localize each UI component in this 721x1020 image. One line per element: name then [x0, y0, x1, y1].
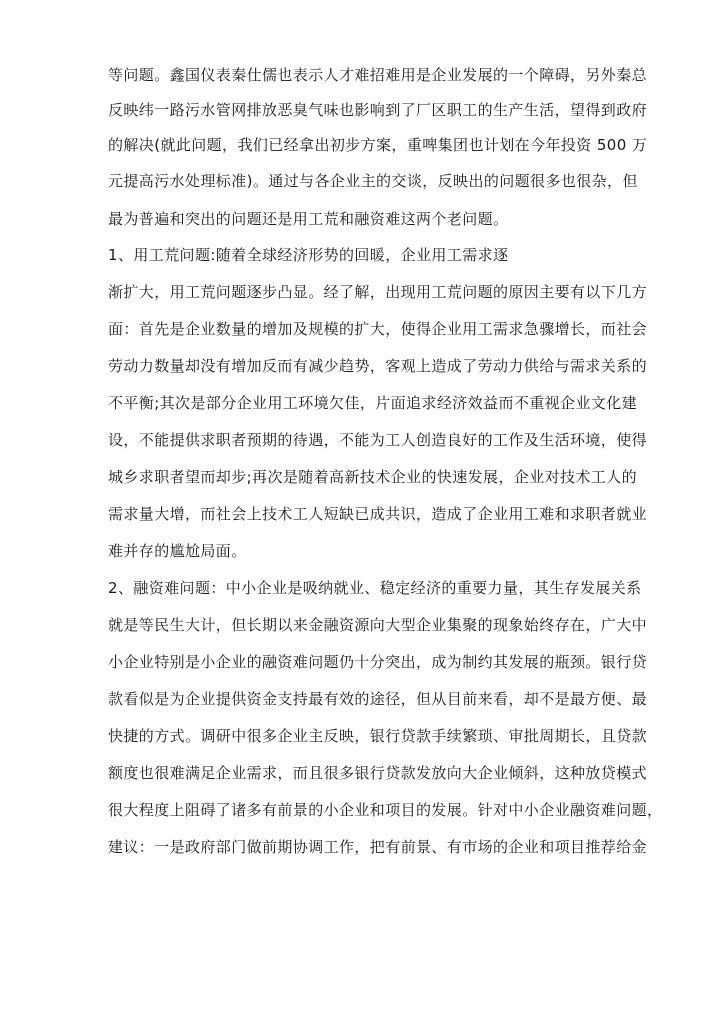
text-line: 反映纬一路污水管网排放恶臭气味也影响到了厂区职工的生产生活，望得到政府	[108, 101, 648, 119]
text-line: 最为普遍和突出的问题还是用工荒和融资难这两个老问题。	[108, 210, 509, 228]
text-line: 小企业特别是小企业的融资难问题仍十分突出，成为制约其发展的瓶颈。银行贷	[108, 653, 648, 671]
text-line: 等问题。鑫国仪表秦仕儒也表示人才难招难用是企业发展的一个障碍，另外秦总	[108, 66, 648, 84]
text-line: 难并存的尴尬局面。	[108, 542, 247, 560]
text-line: 不平衡;其次是部分企业用工环境欠佳，片面追求经济效益而不重视企业文化建	[108, 394, 638, 412]
text-line: 劳动力数量却没有增加反而有减少趋势，客观上造成了劳动力供给与需求关系的	[108, 357, 648, 375]
text-line: 很大程度上阻碍了诸多有前景的小企业和项目的发展。针对中小企业融资难问题，	[108, 801, 663, 819]
text-line: 的解决(就此问题，我们已经拿出初步方案，重啤集团也计划在今年投资 500 万	[108, 136, 648, 154]
text-line: 需求量大增，而社会上技术工人短缺已成共识，造成了企业用工难和求职者就业	[108, 505, 648, 523]
text-line: 城乡求职者望而却步;再次是随着高新技术企业的快速发展，企业对技术工人的	[108, 468, 638, 486]
text-line: 额度也很难满足企业需求，而且很多银行贷款发放向大企业倾斜，这种放贷模式	[108, 764, 648, 782]
text-line: 快捷的方式。调研中很多企业主反映，银行贷款手续繁琐、审批周期长，且贷款	[108, 727, 648, 745]
text-line: 元提高污水处理标准)。通过与各企业主的交谈，反映出的问题很多也很杂，但	[108, 172, 638, 190]
text-line: 面：首先是企业数量的增加及规模的扩大，使得企业用工需求急骤增长，而社会	[108, 320, 648, 338]
text-line: 款看似是为企业提供资金支持最有效的途径，但从目前来看，却不是最方便、最	[108, 690, 648, 708]
section-heading-financing-difficulty: 2、融资难问题：中小企业是吸纳就业、稳定经济的重要力量，其生存发展关系	[108, 579, 642, 597]
text-line: 就是等民生大计，但长期以来金融资源向大型企业集聚的现象始终存在，广大中	[108, 616, 648, 634]
text-line: 渐扩大，用工荒问题逐步凸显。经了解，出现用工荒问题的原因主要有以下几方	[108, 283, 648, 301]
text-line: 设，不能提供求职者预期的待遇，不能为工人创造良好的工作及生活环境，使得	[108, 431, 648, 449]
text-line: 建议：一是政府部门做前期协调工作，把有前景、有市场的企业和项目推荐给金	[108, 838, 648, 856]
section-heading-labor-shortage: 1、用工荒问题:随着全球经济形势的回暖，企业用工需求逐	[108, 246, 509, 264]
